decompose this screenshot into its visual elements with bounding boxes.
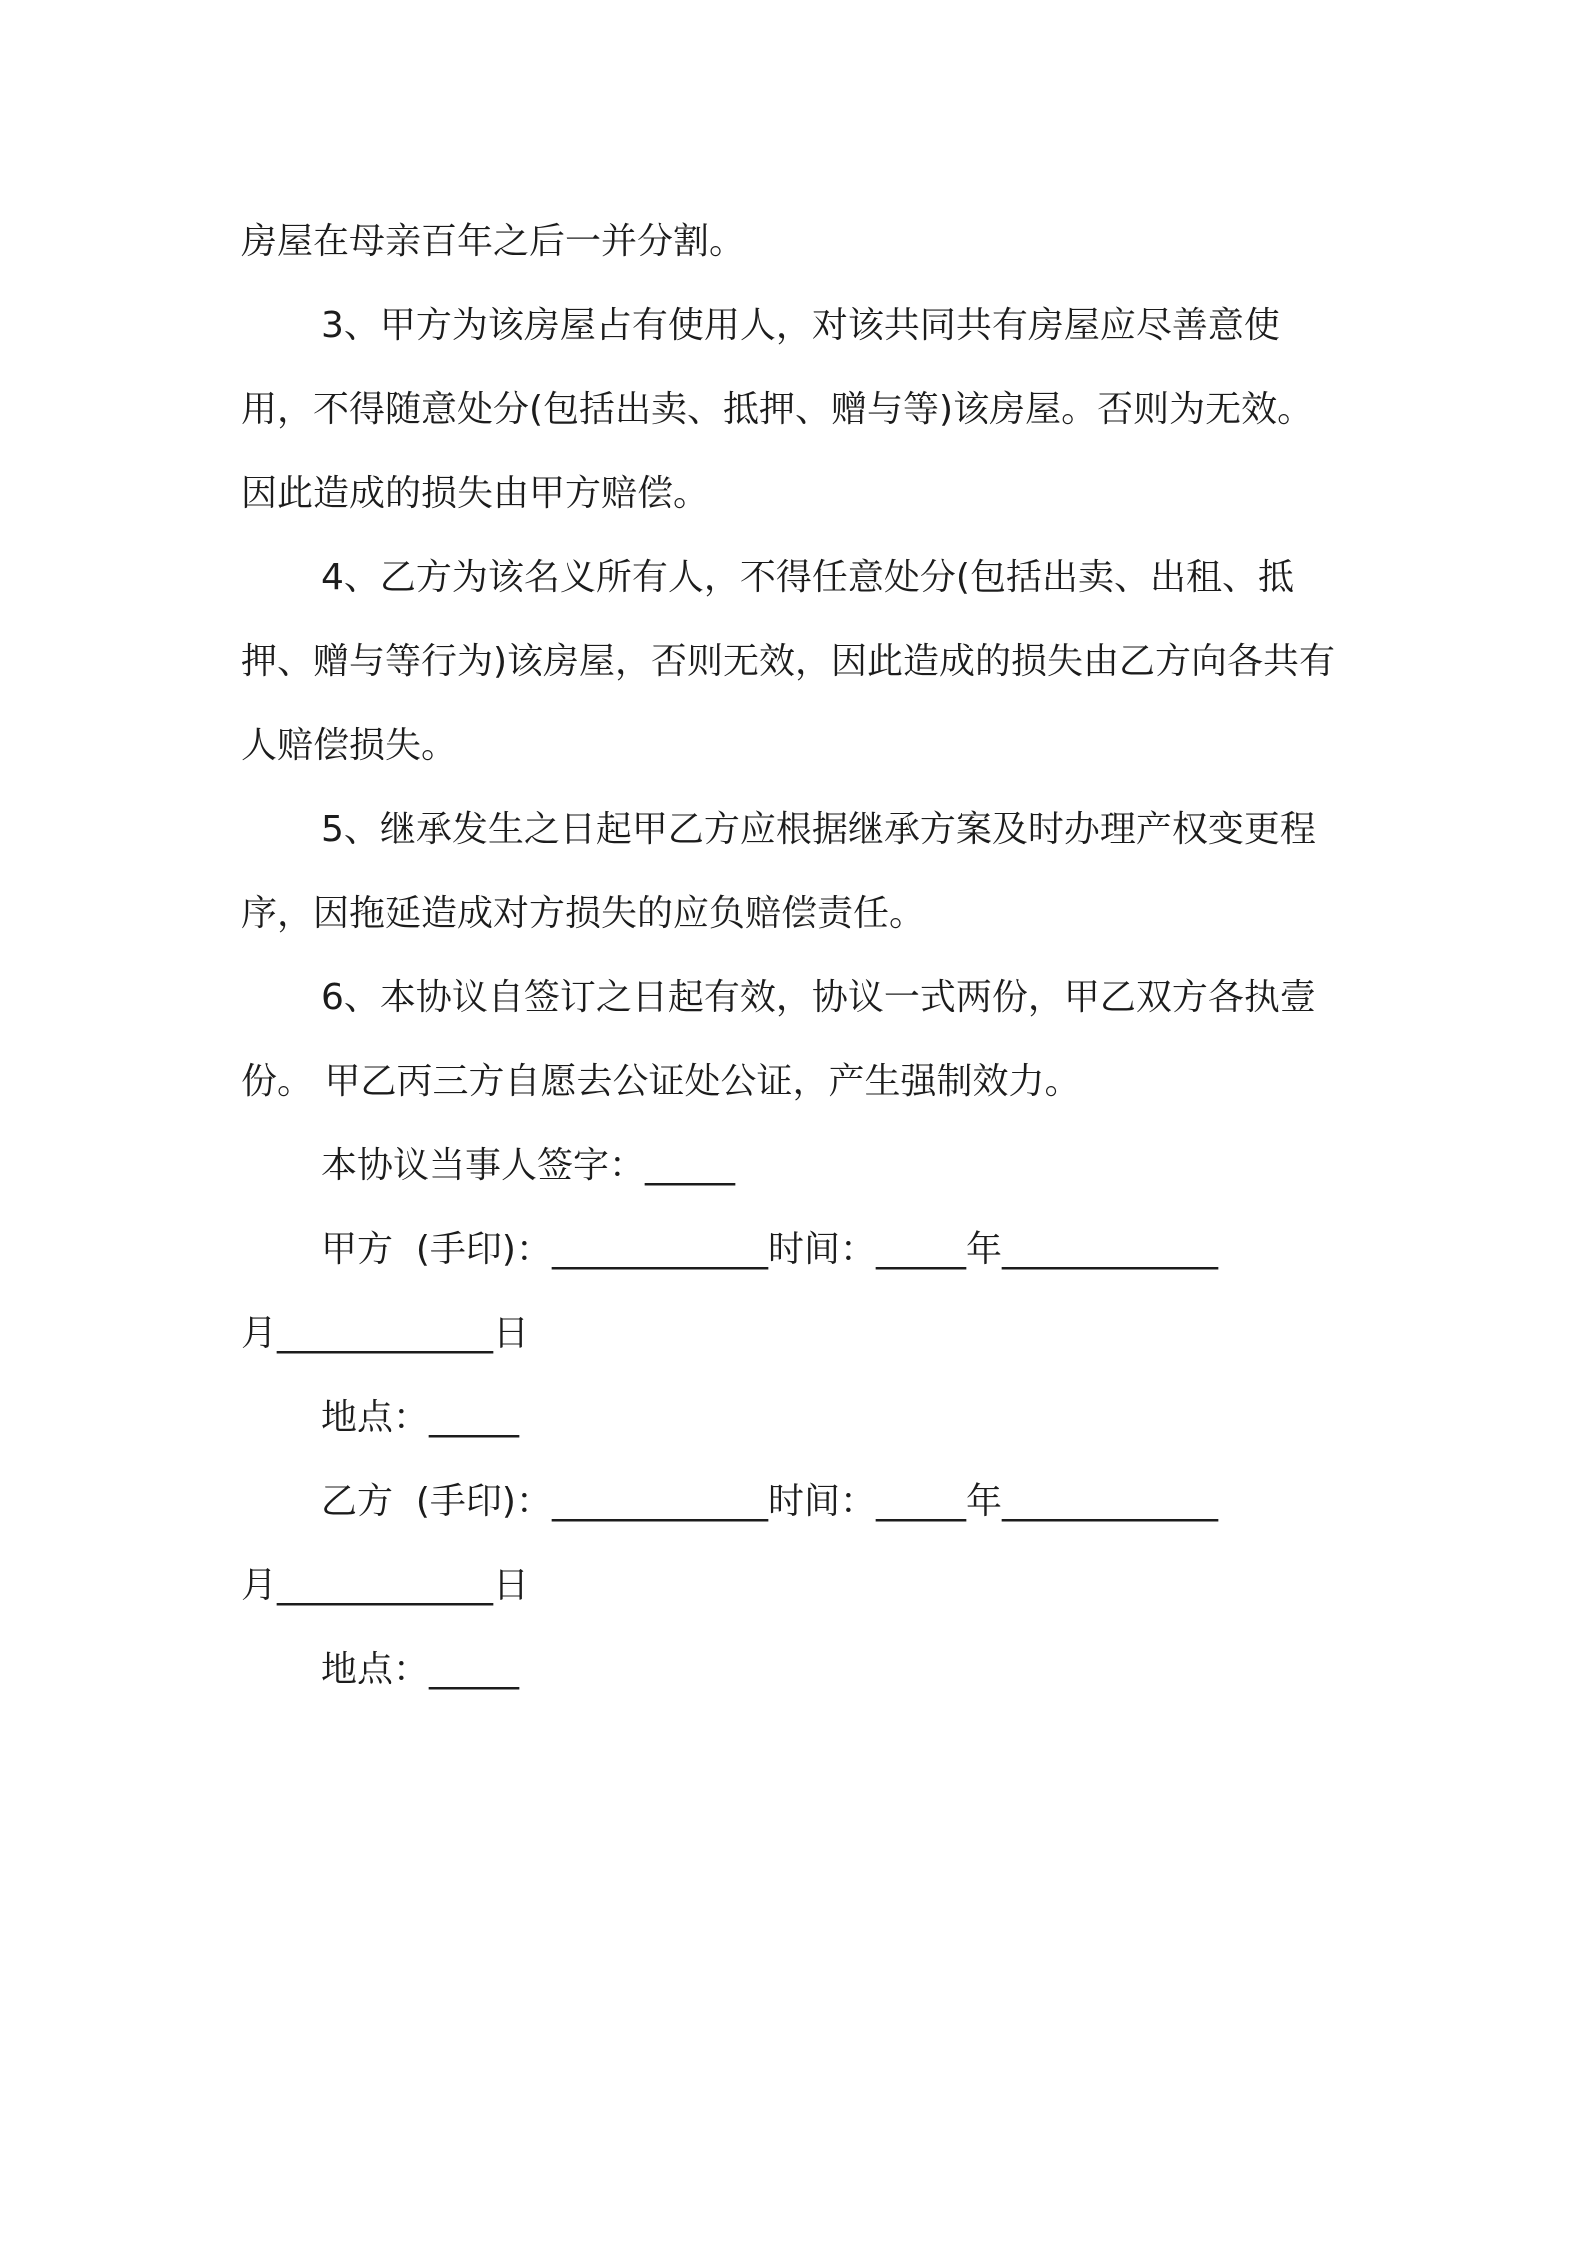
party-b-signature-line: 乙方 (手印)：____________时间：_____年____________ bbox=[321, 1481, 1218, 1522]
party-a-signature-line: 甲方 (手印)：____________时间：_____年____________ bbox=[321, 1229, 1218, 1270]
party-b-place-line: 地点：_____ bbox=[321, 1649, 520, 1690]
signature-block bbox=[241, 1124, 1347, 1712]
clause-5: 5、继承发生之日起甲乙方应根据继承方案及时办理产权变更程序，因拖延造成对方损失的应负赔偿责任。 bbox=[241, 809, 1316, 934]
clause-3: 3、甲方为该房屋占有使用人，对该共同共有房屋应尽善意使用，不得随意处分(包括出卖、抵押、赠与等)该房屋。否则为无效。因此造成的损失由甲方赔偿。 bbox=[241, 305, 1314, 514]
party-a-date-line: 月____________日 bbox=[241, 1313, 530, 1354]
clause-6: 6、本协议自签订之日起有效，协议一式两份，甲乙双方各执壹份。 甲乙丙三方自愿去公证处公证，产生强制效力。 bbox=[241, 977, 1316, 1102]
party-a-place-line: 地点：_____ bbox=[321, 1397, 520, 1438]
paragraph-continuation: 房屋在母亲百年之后一并分割。 bbox=[241, 221, 746, 262]
parties-signature-line: 本协议当事人签字：_____ bbox=[321, 1145, 736, 1186]
document-page bbox=[241, 200, 1347, 1712]
clause-4: 4、乙方为该名义所有人，不得任意处分(包括出卖、出租、抵押、赠与等行为)该房屋，否则无效，因此造成的损失由乙方向各共有人赔偿损失。 bbox=[241, 557, 1336, 766]
party-b-date-line: 月____________日 bbox=[241, 1565, 530, 1606]
